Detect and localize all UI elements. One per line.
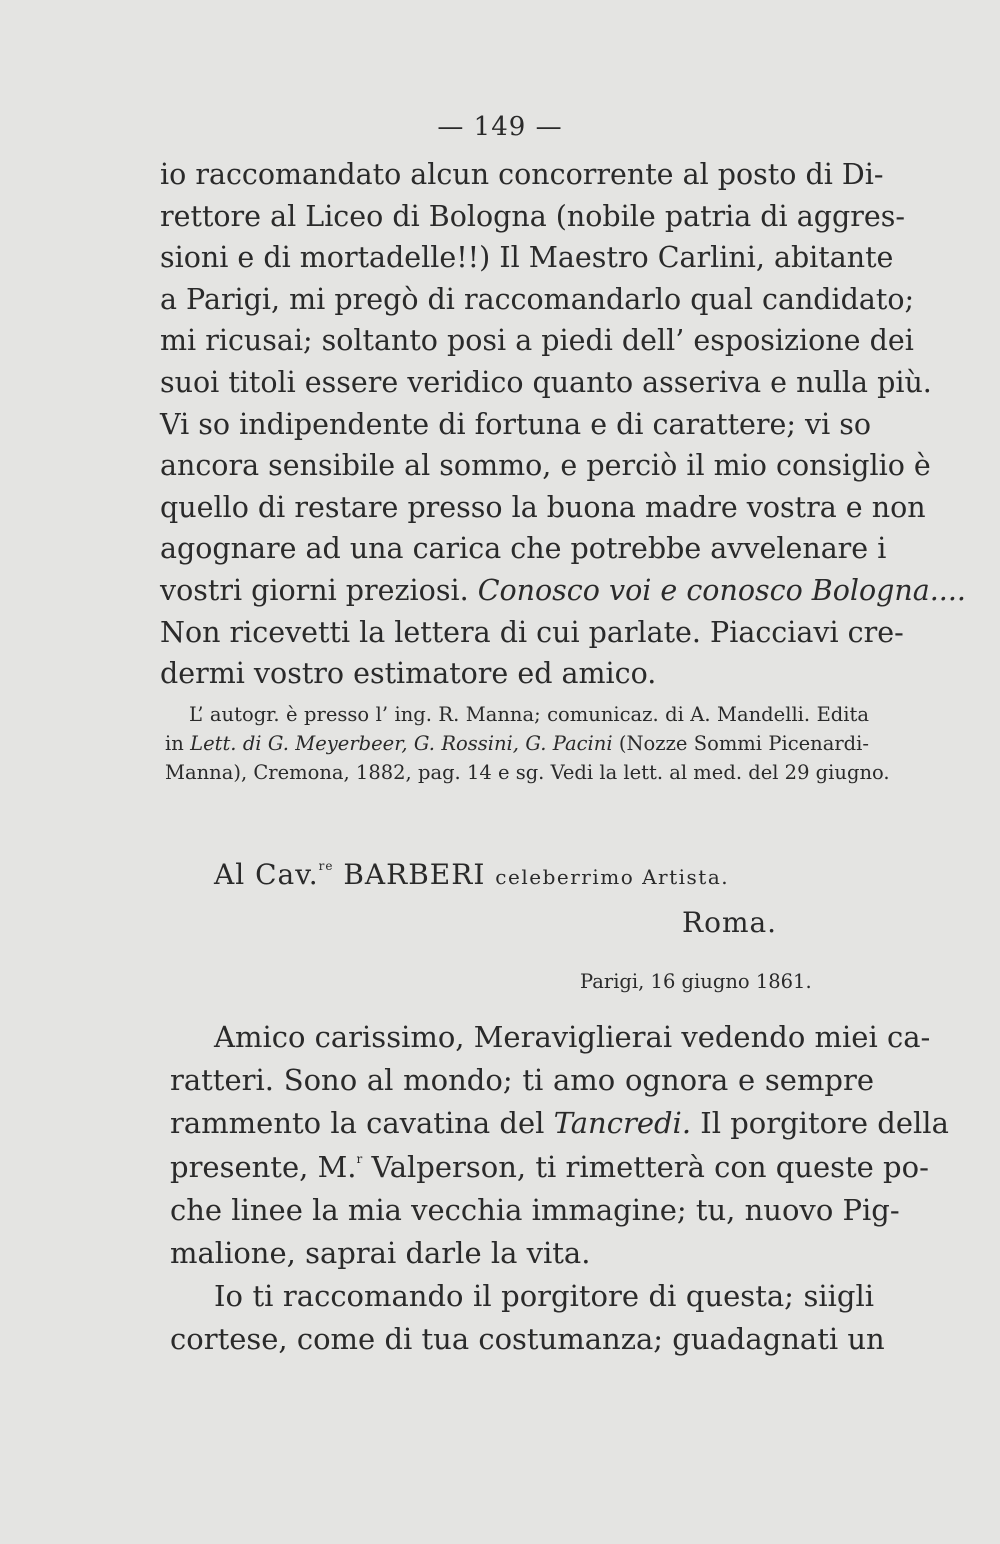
text-line: cortese, come di tua costumanza; guadagnati un <box>170 1322 885 1357</box>
text-line: che linee la mia vecchia immagine; tu, nuovo Pig- <box>170 1192 900 1227</box>
text-line: Non ricevetti la lettera di cui parlate. Piacciavi cre- <box>160 615 904 649</box>
text-line: a Parigi, mi pregò di raccomandarlo qual candidato; <box>160 282 915 316</box>
page-number: — 149 — <box>437 112 563 142</box>
text-run: in <box>165 732 191 755</box>
letter-body-continued <box>160 154 966 695</box>
heading-al: Al Cav. <box>214 858 319 891</box>
text-line: Io ti raccomando il porgitore di questa; siigli <box>214 1279 874 1314</box>
letter-body <box>170 1016 949 1362</box>
text-line: malione, saprai darle la vita. <box>170 1235 591 1270</box>
footnote-line: Manna), Cremona, 1882, pag. 14 e sg. Vedi la lett. al med. del 29 giugno. <box>165 761 890 784</box>
heading-rest: celeberrimo Artista. <box>495 865 730 889</box>
text-line: ancora sensibile al sommo, e perciò il mio consiglio è <box>160 449 931 483</box>
italic-title: Tancredi. <box>553 1106 692 1141</box>
footnote-line <box>165 729 869 758</box>
letter-date: Parigi, 16 giugno 1861. <box>580 970 812 993</box>
text-line <box>170 1102 949 1145</box>
letter-heading <box>214 858 729 891</box>
text-line <box>160 570 966 612</box>
text-line: mi ricusai; soltanto posi a piedi dell’ esposizione dei <box>160 324 914 358</box>
text-line <box>170 1146 929 1189</box>
text-line: io raccomandato alcun concorrente al posto di Di- <box>160 158 884 191</box>
italic-quote: Conosco voi e conosco Bologna.... <box>477 573 966 607</box>
text-line: suoi titoli essere veridico quanto asseriva e nulla più. <box>160 365 932 399</box>
text-run: Il porgitore della <box>691 1106 949 1141</box>
text-run: vostri giorni preziosi. <box>160 573 478 607</box>
text-run: (Nozze Sommi Picenardi- <box>612 732 869 755</box>
text-line: quello di restare presso la buona madre vostra e non <box>160 490 926 524</box>
text-line: agognare ad una carica che potrebbe avvelenare i <box>160 532 887 566</box>
footnote <box>165 700 890 787</box>
text-line: sioni e di mortadelle!!) Il Maestro Carlini, abitante <box>160 241 894 275</box>
footnote-line: L’ autogr. è presso l’ ing. R. Manna; comunicaz. di A. Mandelli. Edita <box>189 703 869 726</box>
text-line: Vi so indipendente di fortuna e di carattere; vi so <box>160 407 872 441</box>
superscript: r <box>356 1151 363 1166</box>
text-line: rettore al Liceo di Bologna (nobile patria di aggres- <box>160 199 905 233</box>
text-run: Valperson, ti rimetterà con queste po- <box>362 1149 929 1184</box>
italic-title: Lett. di G. Meyerbeer, G. Rossini, G. Pacini <box>190 732 613 755</box>
text-line: dermi vostro estimatore ed amico. <box>160 657 657 691</box>
text-run: presente, M. <box>170 1149 357 1184</box>
text-line: Amico carissimo, Meraviglierai vedendo miei ca- <box>214 1020 931 1054</box>
text-line: ratteri. Sono al mondo; ti amo ognora e sempre <box>170 1063 874 1098</box>
text-run: rammento la cavatina del <box>170 1106 554 1141</box>
heading-sup: re <box>318 859 334 873</box>
heading-place: Roma. <box>682 906 778 939</box>
heading-name: BARBERI <box>343 858 486 891</box>
